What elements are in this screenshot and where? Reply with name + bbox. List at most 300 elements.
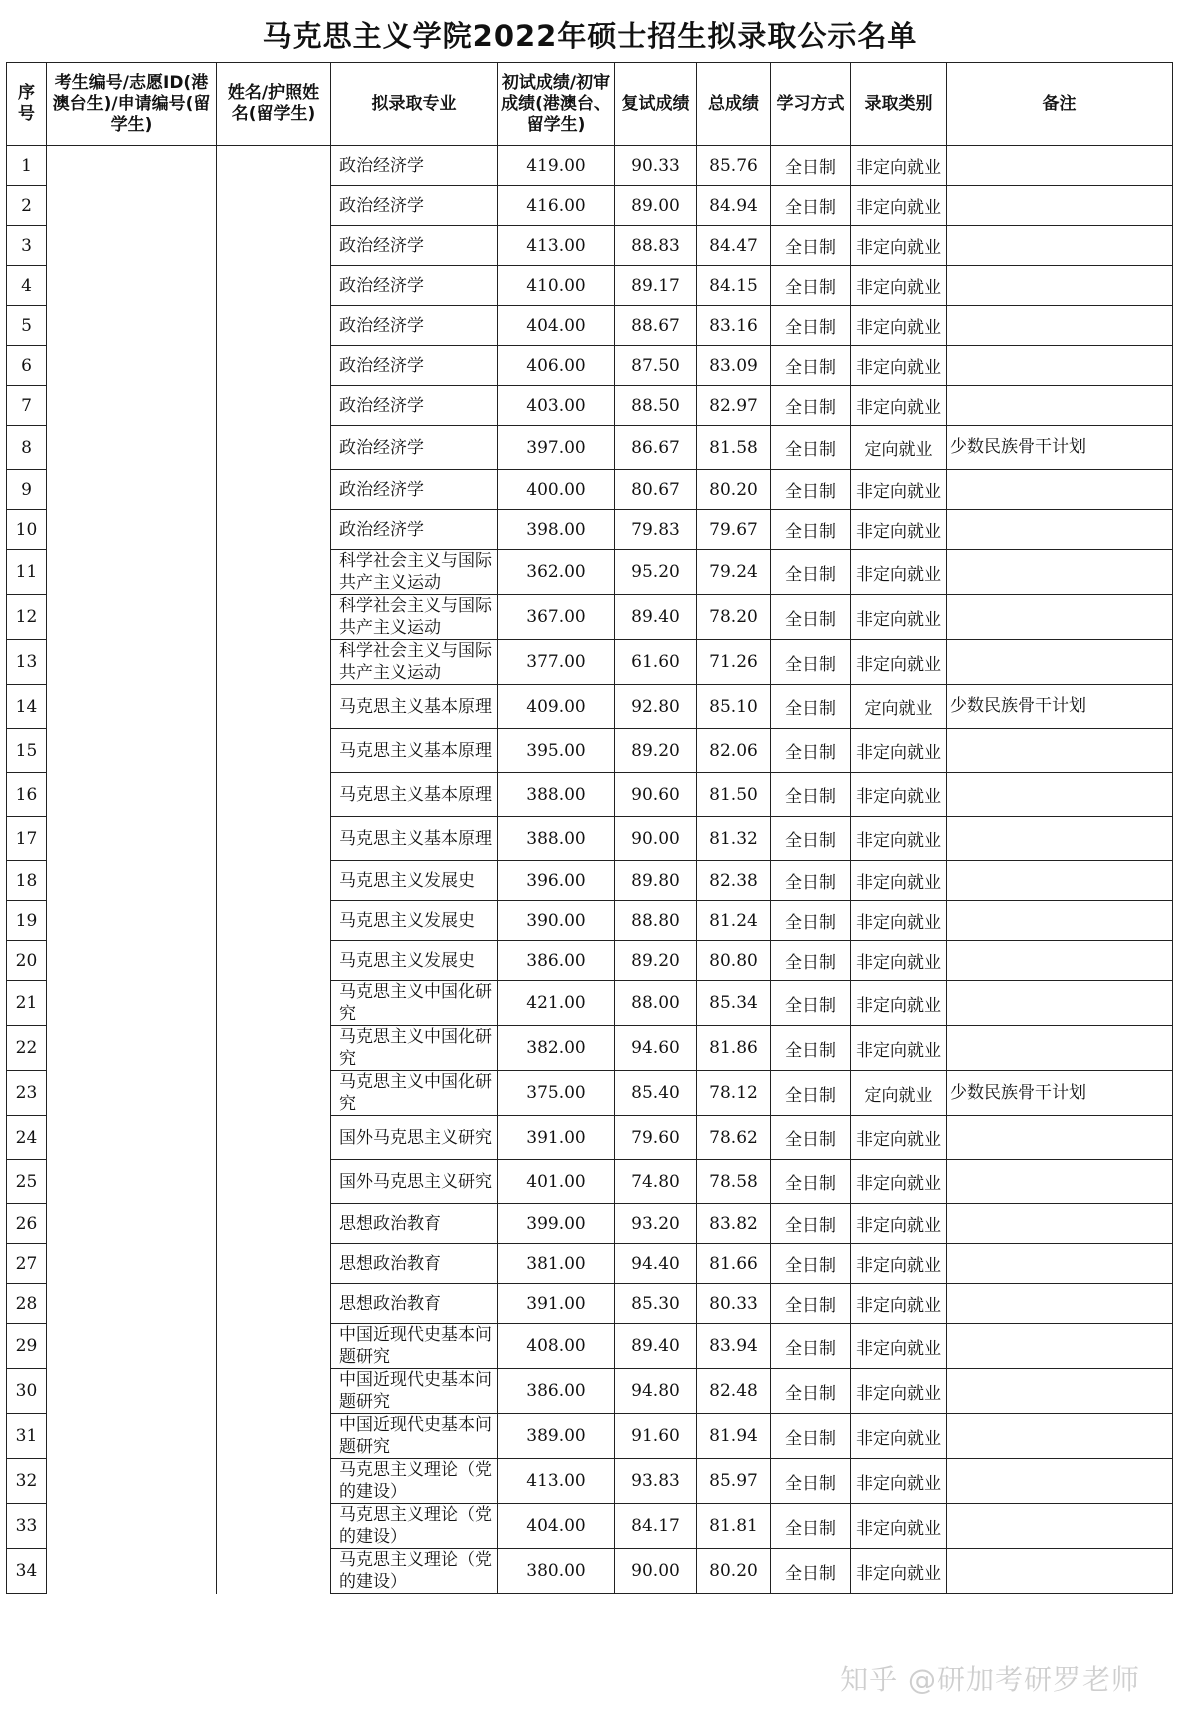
candidate-id-cell xyxy=(47,1369,217,1414)
row-study-mode: 全日制 xyxy=(771,941,851,981)
row-seq: 29 xyxy=(7,1324,47,1369)
row-seq: 4 xyxy=(7,266,47,306)
row-total-score: 85.10 xyxy=(697,685,771,729)
row-seq: 18 xyxy=(7,861,47,901)
row-retest-score: 86.67 xyxy=(615,426,697,470)
table-row xyxy=(7,186,1173,226)
row-initial-score: 380.00 xyxy=(498,1549,615,1594)
candidate-name-cell xyxy=(217,226,331,266)
row-admission-category: 非定向就业 xyxy=(851,146,947,186)
table-row xyxy=(7,1160,1173,1204)
header-name: 姓名/护照姓名(留学生) xyxy=(217,63,331,146)
row-major: 思想政治教育 xyxy=(331,1204,498,1244)
row-study-mode: 全日制 xyxy=(771,901,851,941)
row-admission-category: 非定向就业 xyxy=(851,1284,947,1324)
row-initial-score: 413.00 xyxy=(498,226,615,266)
candidate-id-cell xyxy=(47,773,217,817)
candidate-id-cell xyxy=(47,146,217,186)
table-row xyxy=(7,346,1173,386)
table-row xyxy=(7,266,1173,306)
row-study-mode: 全日制 xyxy=(771,1324,851,1369)
row-total-score: 80.33 xyxy=(697,1284,771,1324)
row-remarks xyxy=(947,901,1173,941)
row-admission-category: 非定向就业 xyxy=(851,226,947,266)
row-initial-score: 406.00 xyxy=(498,346,615,386)
row-seq: 33 xyxy=(7,1504,47,1549)
row-admission-category: 非定向就业 xyxy=(851,470,947,510)
row-total-score: 71.26 xyxy=(697,640,771,685)
row-major: 政治经济学 xyxy=(331,266,498,306)
header-candidate-id: 考生编号/志愿ID(港澳台生)/申请编号(留学生) xyxy=(47,63,217,146)
row-remarks xyxy=(947,941,1173,981)
row-major: 科学社会主义与国际共产主义运动 xyxy=(331,595,498,640)
candidate-id-cell xyxy=(47,1026,217,1071)
row-retest-score: 94.80 xyxy=(615,1369,697,1414)
row-study-mode: 全日制 xyxy=(771,817,851,861)
row-study-mode: 全日制 xyxy=(771,1369,851,1414)
row-initial-score: 419.00 xyxy=(498,146,615,186)
row-retest-score: 91.60 xyxy=(615,1414,697,1459)
row-retest-score: 79.60 xyxy=(615,1116,697,1160)
row-study-mode: 全日制 xyxy=(771,1160,851,1204)
row-initial-score: 401.00 xyxy=(498,1160,615,1204)
row-retest-score: 88.67 xyxy=(615,306,697,346)
row-remarks xyxy=(947,1116,1173,1160)
row-study-mode: 全日制 xyxy=(771,386,851,426)
candidate-id-cell xyxy=(47,186,217,226)
row-initial-score: 416.00 xyxy=(498,186,615,226)
row-initial-score: 367.00 xyxy=(498,595,615,640)
page-title: 马克思主义学院2022年硕士招生拟录取公示名单 xyxy=(262,19,918,53)
row-major: 马克思主义发展史 xyxy=(331,861,498,901)
row-initial-score: 410.00 xyxy=(498,266,615,306)
row-remarks xyxy=(947,346,1173,386)
row-total-score: 81.94 xyxy=(697,1414,771,1459)
row-study-mode: 全日制 xyxy=(771,1204,851,1244)
candidate-id-cell xyxy=(47,1459,217,1504)
row-seq: 11 xyxy=(7,550,47,595)
row-major: 思想政治教育 xyxy=(331,1244,498,1284)
row-admission-category: 非定向就业 xyxy=(851,1116,947,1160)
row-retest-score: 79.83 xyxy=(615,510,697,550)
table-row xyxy=(7,1549,1173,1594)
row-study-mode: 全日制 xyxy=(771,861,851,901)
candidate-name-cell xyxy=(217,346,331,386)
candidate-name-cell xyxy=(217,595,331,640)
watermark: 知乎 @研加考研罗老师 xyxy=(840,1663,1140,1696)
candidate-name-cell xyxy=(217,186,331,226)
row-total-score: 82.38 xyxy=(697,861,771,901)
row-total-score: 80.20 xyxy=(697,470,771,510)
row-retest-score: 84.17 xyxy=(615,1504,697,1549)
candidate-name-cell xyxy=(217,1459,331,1504)
candidate-id-cell xyxy=(47,1414,217,1459)
row-major: 马克思主义理论（党的建设） xyxy=(331,1549,498,1594)
row-major: 马克思主义发展史 xyxy=(331,941,498,981)
row-major: 马克思主义中国化研究 xyxy=(331,1026,498,1071)
row-major: 政治经济学 xyxy=(331,226,498,266)
candidate-id-cell xyxy=(47,595,217,640)
row-remarks xyxy=(947,1026,1173,1071)
row-admission-category: 非定向就业 xyxy=(851,595,947,640)
table-row xyxy=(7,426,1173,470)
row-remarks xyxy=(947,1160,1173,1204)
row-major: 科学社会主义与国际共产主义运动 xyxy=(331,550,498,595)
row-seq: 25 xyxy=(7,1160,47,1204)
row-initial-score: 389.00 xyxy=(498,1414,615,1459)
row-seq: 8 xyxy=(7,426,47,470)
row-total-score: 84.47 xyxy=(697,226,771,266)
table-row xyxy=(7,1071,1173,1116)
row-admission-category: 非定向就业 xyxy=(851,861,947,901)
row-major: 马克思主义中国化研究 xyxy=(331,981,498,1026)
row-admission-category: 非定向就业 xyxy=(851,941,947,981)
row-retest-score: 88.00 xyxy=(615,981,697,1026)
row-total-score: 84.15 xyxy=(697,266,771,306)
table-row xyxy=(7,550,1173,595)
row-major: 马克思主义理论（党的建设） xyxy=(331,1504,498,1549)
candidate-name-cell xyxy=(217,1324,331,1369)
row-seq: 22 xyxy=(7,1026,47,1071)
table-row xyxy=(7,1369,1173,1414)
table-row xyxy=(7,640,1173,685)
row-seq: 12 xyxy=(7,595,47,640)
row-retest-score: 89.20 xyxy=(615,941,697,981)
row-retest-score: 94.40 xyxy=(615,1244,697,1284)
row-seq: 14 xyxy=(7,685,47,729)
row-initial-score: 421.00 xyxy=(498,981,615,1026)
table-row xyxy=(7,226,1173,266)
row-seq: 20 xyxy=(7,941,47,981)
row-seq: 2 xyxy=(7,186,47,226)
row-seq: 1 xyxy=(7,146,47,186)
row-study-mode: 全日制 xyxy=(771,346,851,386)
table-row xyxy=(7,685,1173,729)
row-remarks xyxy=(947,1414,1173,1459)
candidate-id-cell xyxy=(47,981,217,1026)
row-total-score: 83.16 xyxy=(697,306,771,346)
row-major: 科学社会主义与国际共产主义运动 xyxy=(331,640,498,685)
row-initial-score: 397.00 xyxy=(498,426,615,470)
row-study-mode: 全日制 xyxy=(771,773,851,817)
row-initial-score: 381.00 xyxy=(498,1244,615,1284)
row-admission-category: 非定向就业 xyxy=(851,186,947,226)
header-admission-category: 录取类别 xyxy=(851,63,947,146)
row-remarks xyxy=(947,1284,1173,1324)
row-major: 马克思主义基本原理 xyxy=(331,685,498,729)
header-study-mode: 学习方式 xyxy=(771,63,851,146)
row-total-score: 81.58 xyxy=(697,426,771,470)
row-total-score: 79.67 xyxy=(697,510,771,550)
candidate-id-cell xyxy=(47,861,217,901)
row-retest-score: 89.00 xyxy=(615,186,697,226)
candidate-id-cell xyxy=(47,470,217,510)
candidate-name-cell xyxy=(217,729,331,773)
row-admission-category: 非定向就业 xyxy=(851,640,947,685)
row-seq: 16 xyxy=(7,773,47,817)
row-study-mode: 全日制 xyxy=(771,981,851,1026)
candidate-name-cell xyxy=(217,981,331,1026)
row-seq: 13 xyxy=(7,640,47,685)
row-major: 中国近现代史基本问题研究 xyxy=(331,1324,498,1369)
row-retest-score: 90.60 xyxy=(615,773,697,817)
row-retest-score: 88.80 xyxy=(615,901,697,941)
row-seq: 19 xyxy=(7,901,47,941)
row-initial-score: 388.00 xyxy=(498,773,615,817)
candidate-id-cell xyxy=(47,685,217,729)
row-retest-score: 85.30 xyxy=(615,1284,697,1324)
row-admission-category: 非定向就业 xyxy=(851,550,947,595)
row-major: 马克思主义基本原理 xyxy=(331,729,498,773)
table-row xyxy=(7,1324,1173,1369)
candidate-name-cell xyxy=(217,1284,331,1324)
row-admission-category: 定向就业 xyxy=(851,1071,947,1116)
row-retest-score: 94.60 xyxy=(615,1026,697,1071)
candidate-id-cell xyxy=(47,729,217,773)
candidate-id-cell xyxy=(47,1504,217,1549)
row-seq: 21 xyxy=(7,981,47,1026)
row-retest-score: 74.80 xyxy=(615,1160,697,1204)
row-seq: 9 xyxy=(7,470,47,510)
row-seq: 32 xyxy=(7,1459,47,1504)
table-row xyxy=(7,1459,1173,1504)
row-initial-score: 413.00 xyxy=(498,1459,615,1504)
row-total-score: 81.86 xyxy=(697,1026,771,1071)
candidate-id-cell xyxy=(47,306,217,346)
row-admission-category: 定向就业 xyxy=(851,426,947,470)
row-total-score: 81.81 xyxy=(697,1504,771,1549)
header-total-score: 总成绩 xyxy=(697,63,771,146)
row-initial-score: 391.00 xyxy=(498,1284,615,1324)
candidate-id-cell xyxy=(47,1204,217,1244)
row-remarks xyxy=(947,1244,1173,1284)
candidate-id-cell xyxy=(47,510,217,550)
table-row xyxy=(7,470,1173,510)
row-total-score: 82.48 xyxy=(697,1369,771,1414)
candidate-name-cell xyxy=(217,1504,331,1549)
row-initial-score: 382.00 xyxy=(498,1026,615,1071)
row-remarks xyxy=(947,226,1173,266)
table-row xyxy=(7,1116,1173,1160)
row-remarks xyxy=(947,640,1173,685)
row-major: 马克思主义基本原理 xyxy=(331,773,498,817)
table-body xyxy=(7,146,1173,1594)
row-initial-score: 391.00 xyxy=(498,1116,615,1160)
row-study-mode: 全日制 xyxy=(771,1504,851,1549)
candidate-name-cell xyxy=(217,1414,331,1459)
row-initial-score: 399.00 xyxy=(498,1204,615,1244)
row-initial-score: 386.00 xyxy=(498,1369,615,1414)
row-total-score: 83.82 xyxy=(697,1204,771,1244)
candidate-name-cell xyxy=(217,1204,331,1244)
candidate-id-cell xyxy=(47,1116,217,1160)
row-remarks xyxy=(947,1549,1173,1594)
row-initial-score: 362.00 xyxy=(498,550,615,595)
row-study-mode: 全日制 xyxy=(771,426,851,470)
row-initial-score: 409.00 xyxy=(498,685,615,729)
header-remarks: 备注 xyxy=(947,63,1173,146)
row-remarks xyxy=(947,386,1173,426)
row-study-mode: 全日制 xyxy=(771,1244,851,1284)
candidate-name-cell xyxy=(217,1160,331,1204)
row-seq: 7 xyxy=(7,386,47,426)
row-retest-score: 93.20 xyxy=(615,1204,697,1244)
row-remarks xyxy=(947,186,1173,226)
row-major: 国外马克思主义研究 xyxy=(331,1116,498,1160)
row-admission-category: 非定向就业 xyxy=(851,817,947,861)
row-study-mode: 全日制 xyxy=(771,685,851,729)
row-seq: 31 xyxy=(7,1414,47,1459)
row-total-score: 79.24 xyxy=(697,550,771,595)
table-row xyxy=(7,386,1173,426)
row-study-mode: 全日制 xyxy=(771,595,851,640)
row-remarks xyxy=(947,1504,1173,1549)
row-initial-score: 388.00 xyxy=(498,817,615,861)
row-study-mode: 全日制 xyxy=(771,729,851,773)
row-retest-score: 61.60 xyxy=(615,640,697,685)
row-seq: 26 xyxy=(7,1204,47,1244)
row-total-score: 85.34 xyxy=(697,981,771,1026)
row-seq: 6 xyxy=(7,346,47,386)
row-study-mode: 全日制 xyxy=(771,1549,851,1594)
row-study-mode: 全日制 xyxy=(771,1459,851,1504)
row-retest-score: 89.80 xyxy=(615,861,697,901)
header-retest-score: 复试成绩 xyxy=(615,63,697,146)
table-row xyxy=(7,1244,1173,1284)
candidate-id-cell xyxy=(47,1244,217,1284)
row-total-score: 80.20 xyxy=(697,1549,771,1594)
candidate-id-cell xyxy=(47,1071,217,1116)
row-major: 政治经济学 xyxy=(331,306,498,346)
row-remarks: 少数民族骨干计划 xyxy=(947,685,1173,729)
row-seq: 3 xyxy=(7,226,47,266)
row-major: 政治经济学 xyxy=(331,186,498,226)
candidate-name-cell xyxy=(217,386,331,426)
row-study-mode: 全日制 xyxy=(771,306,851,346)
row-total-score: 78.62 xyxy=(697,1116,771,1160)
row-total-score: 80.80 xyxy=(697,941,771,981)
row-admission-category: 非定向就业 xyxy=(851,1160,947,1204)
row-admission-category: 非定向就业 xyxy=(851,1324,947,1369)
row-retest-score: 93.83 xyxy=(615,1459,697,1504)
candidate-name-cell xyxy=(217,550,331,595)
header-seq: 序号 xyxy=(7,63,47,146)
candidate-id-cell xyxy=(47,1324,217,1369)
table-row xyxy=(7,1414,1173,1459)
row-study-mode: 全日制 xyxy=(771,226,851,266)
row-admission-category: 非定向就业 xyxy=(851,386,947,426)
row-admission-category: 非定向就业 xyxy=(851,1504,947,1549)
candidate-id-cell xyxy=(47,226,217,266)
row-initial-score: 375.00 xyxy=(498,1071,615,1116)
row-admission-category: 非定向就业 xyxy=(851,1549,947,1594)
row-retest-score: 92.80 xyxy=(615,685,697,729)
row-seq: 27 xyxy=(7,1244,47,1284)
row-admission-category: 非定向就业 xyxy=(851,1414,947,1459)
table-row xyxy=(7,729,1173,773)
candidate-name-cell xyxy=(217,773,331,817)
row-total-score: 84.94 xyxy=(697,186,771,226)
row-study-mode: 全日制 xyxy=(771,510,851,550)
row-major: 政治经济学 xyxy=(331,510,498,550)
row-initial-score: 404.00 xyxy=(498,1504,615,1549)
candidate-id-cell xyxy=(47,386,217,426)
candidate-id-cell xyxy=(47,1284,217,1324)
row-retest-score: 85.40 xyxy=(615,1071,697,1116)
row-study-mode: 全日制 xyxy=(771,1026,851,1071)
row-retest-score: 90.33 xyxy=(615,146,697,186)
row-study-mode: 全日制 xyxy=(771,266,851,306)
row-remarks xyxy=(947,306,1173,346)
row-initial-score: 390.00 xyxy=(498,901,615,941)
candidate-id-cell xyxy=(47,640,217,685)
row-admission-category: 非定向就业 xyxy=(851,729,947,773)
row-retest-score: 89.20 xyxy=(615,729,697,773)
row-study-mode: 全日制 xyxy=(771,146,851,186)
row-total-score: 85.76 xyxy=(697,146,771,186)
row-major: 思想政治教育 xyxy=(331,1284,498,1324)
row-remarks xyxy=(947,817,1173,861)
table-row xyxy=(7,306,1173,346)
table-row xyxy=(7,510,1173,550)
row-study-mode: 全日制 xyxy=(771,1071,851,1116)
candidate-name-cell xyxy=(217,1549,331,1594)
row-initial-score: 403.00 xyxy=(498,386,615,426)
candidate-name-cell xyxy=(217,510,331,550)
table-row xyxy=(7,595,1173,640)
table-row xyxy=(7,861,1173,901)
row-admission-category: 非定向就业 xyxy=(851,266,947,306)
row-remarks: 少数民族骨干计划 xyxy=(947,1071,1173,1116)
row-remarks xyxy=(947,510,1173,550)
row-study-mode: 全日制 xyxy=(771,470,851,510)
row-remarks xyxy=(947,861,1173,901)
row-retest-score: 89.40 xyxy=(615,595,697,640)
row-remarks xyxy=(947,1459,1173,1504)
row-seq: 28 xyxy=(7,1284,47,1324)
row-seq: 10 xyxy=(7,510,47,550)
row-total-score: 81.32 xyxy=(697,817,771,861)
row-seq: 34 xyxy=(7,1549,47,1594)
row-seq: 15 xyxy=(7,729,47,773)
row-admission-category: 非定向就业 xyxy=(851,773,947,817)
candidate-name-cell xyxy=(217,306,331,346)
row-initial-score: 408.00 xyxy=(498,1324,615,1369)
row-retest-score: 80.67 xyxy=(615,470,697,510)
row-admission-category: 非定向就业 xyxy=(851,901,947,941)
candidate-name-cell xyxy=(217,901,331,941)
row-admission-category: 非定向就业 xyxy=(851,306,947,346)
candidate-name-cell xyxy=(217,1369,331,1414)
row-total-score: 82.97 xyxy=(697,386,771,426)
row-total-score: 81.66 xyxy=(697,1244,771,1284)
admission-table xyxy=(6,62,1173,1594)
row-retest-score: 95.20 xyxy=(615,550,697,595)
row-retest-score: 88.50 xyxy=(615,386,697,426)
row-study-mode: 全日制 xyxy=(771,1414,851,1459)
table-row xyxy=(7,146,1173,186)
candidate-id-cell xyxy=(47,941,217,981)
table-row xyxy=(7,901,1173,941)
row-admission-category: 非定向就业 xyxy=(851,1204,947,1244)
candidate-name-cell xyxy=(217,640,331,685)
row-remarks xyxy=(947,266,1173,306)
row-total-score: 78.12 xyxy=(697,1071,771,1116)
header-initial-score: 初试成绩/初审成绩(港澳台、留学生) xyxy=(498,63,615,146)
row-initial-score: 395.00 xyxy=(498,729,615,773)
row-initial-score: 377.00 xyxy=(498,640,615,685)
candidate-id-cell xyxy=(47,901,217,941)
